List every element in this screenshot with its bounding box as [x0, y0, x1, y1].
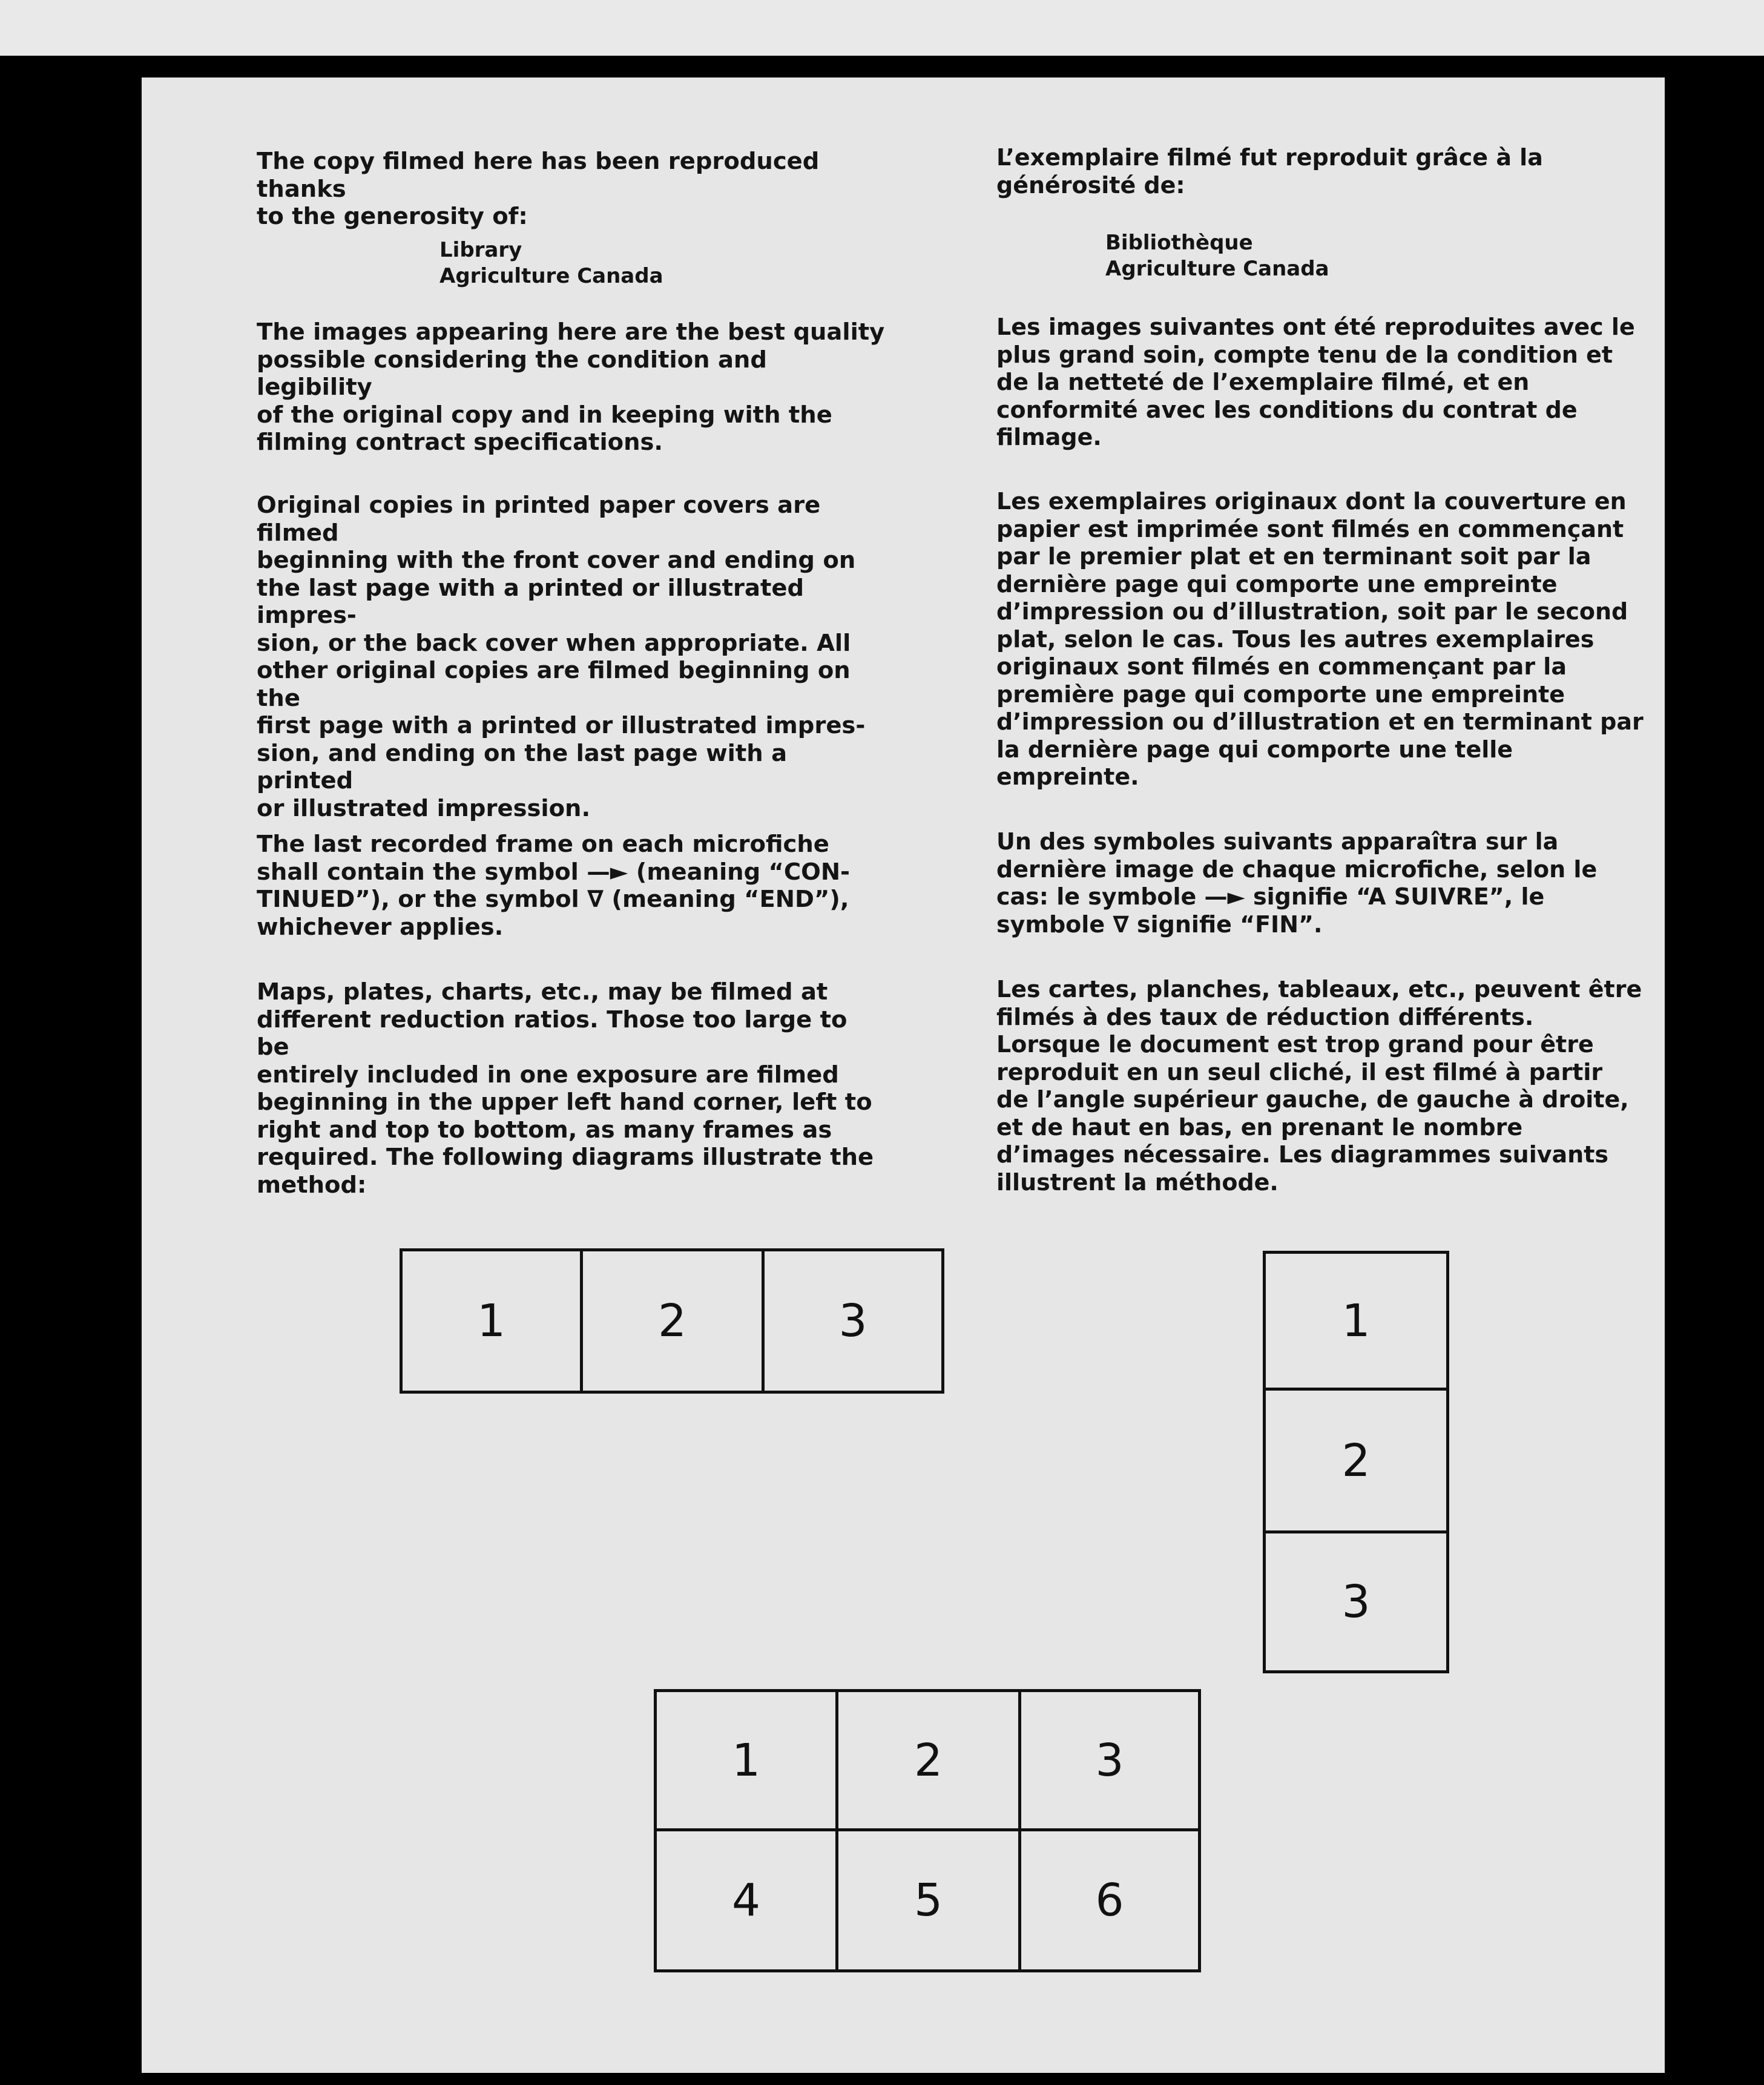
- english-quality-statement: The images appearing here are the best quality possible considering the condition and legibility of the original copy and in keeping with the filming contract specifications.: [257, 318, 885, 456]
- french-intro: L’exemplaire filmé fut reproduit grâce à la générosité de:: [996, 144, 1543, 199]
- french-symbols-statement: Un des symboles suivants apparaîtra sur la dernière image de chaque microfiche, selon le cas: le symbole —► signifie “A SUIVRE”, le symbole ∇ signifie “FIN”.: [996, 828, 1598, 938]
- diagram-cell: 3: [1021, 1692, 1198, 1831]
- english-intro: The copy filmed here has been reproduced thanks to the generosity of:: [257, 148, 820, 230]
- diagram-cell: 2: [1266, 1391, 1446, 1533]
- french-maps-statement: Les cartes, planches, tableaux, etc., peuvent être filmés à des taux de réduction différents. Lorsque le document est trop grand pour être reproduit en un seul cliché, il est filmé à partir de l’angle supérieur gauche, de gauche à droite, et de haut en bas, en prenant le nombre d’images nécessaire. Les diagrammes suivants illustrent la méthode.: [996, 976, 1642, 1196]
- diagram-cell: 2: [838, 1692, 1021, 1831]
- french-institution: Bibliothèque Agriculture Canada: [1105, 231, 1329, 281]
- english-institution: Library Agriculture Canada: [439, 238, 663, 288]
- top-margin-strip: [0, 0, 1764, 56]
- english-maps-statement: Maps, plates, charts, etc., may be filmed at different reduction ratios. Those too large to be entirely included in one exposure are filmed beginning in the upper left hand corner, left to right and top to bottom, as many frames as required. The following diagrams illustrate the method:: [257, 978, 874, 1199]
- diagram-vertical-column: [1263, 1251, 1449, 1673]
- diagram-cell: 1: [403, 1251, 583, 1391]
- french-quality-statement: Les images suivantes ont été reproduites avec le plus grand soin, compte tenu de la condition et de la netteté de l’exemplaire filmé, et en conformité avec les conditions du contrat de filmage.: [996, 314, 1635, 450]
- diagram-cell: 4: [657, 1831, 838, 1969]
- diagram-cell: 1: [1266, 1254, 1446, 1391]
- diagram-grid: [654, 1689, 1201, 1972]
- diagram-cell: 6: [1095, 1874, 1124, 1926]
- diagram-cell: 2: [583, 1251, 765, 1391]
- diagram-cell: 3: [838, 1295, 867, 1347]
- english-originals-statement: Original copies in printed paper covers are filmed beginning with the front cover and ending on the last page with a printed or illustrated impres- sion, or the back cover when appropriate. All other original copies are filmed beginning on the first page with a printed or illustrated impres- sion, and ending on the last page with a printed or illustrated impression.: [257, 492, 866, 822]
- english-symbols-statement: The last recorded frame on each microfiche shall contain the symbol —► (meaning “CON- TINUED”), or the symbol ∇ (meaning “END”), whichever applies.: [257, 831, 851, 941]
- microfiche-target-sheet: [142, 77, 1665, 2073]
- diagram-horizontal-strip: [400, 1248, 944, 1394]
- diagram-cell: 1: [657, 1692, 838, 1831]
- diagram-cell: 5: [838, 1831, 1021, 1969]
- diagram-cell: 3: [1341, 1576, 1371, 1628]
- french-originals-statement: Les exemplaires originaux dont la couverture en papier est imprimée sont filmés en commençant par le premier plat et en terminant soit par la dernière page qui comporte une empreinte d’impression ou d’illustration, soit par le second plat, selon le cas. Tous les autres exemplaires originaux sont filmés en commençant par la première page qui comporte une empreinte d’impression ou d’illustration et en terminant par la dernière page qui comporte une telle empreinte.: [996, 488, 1644, 790]
